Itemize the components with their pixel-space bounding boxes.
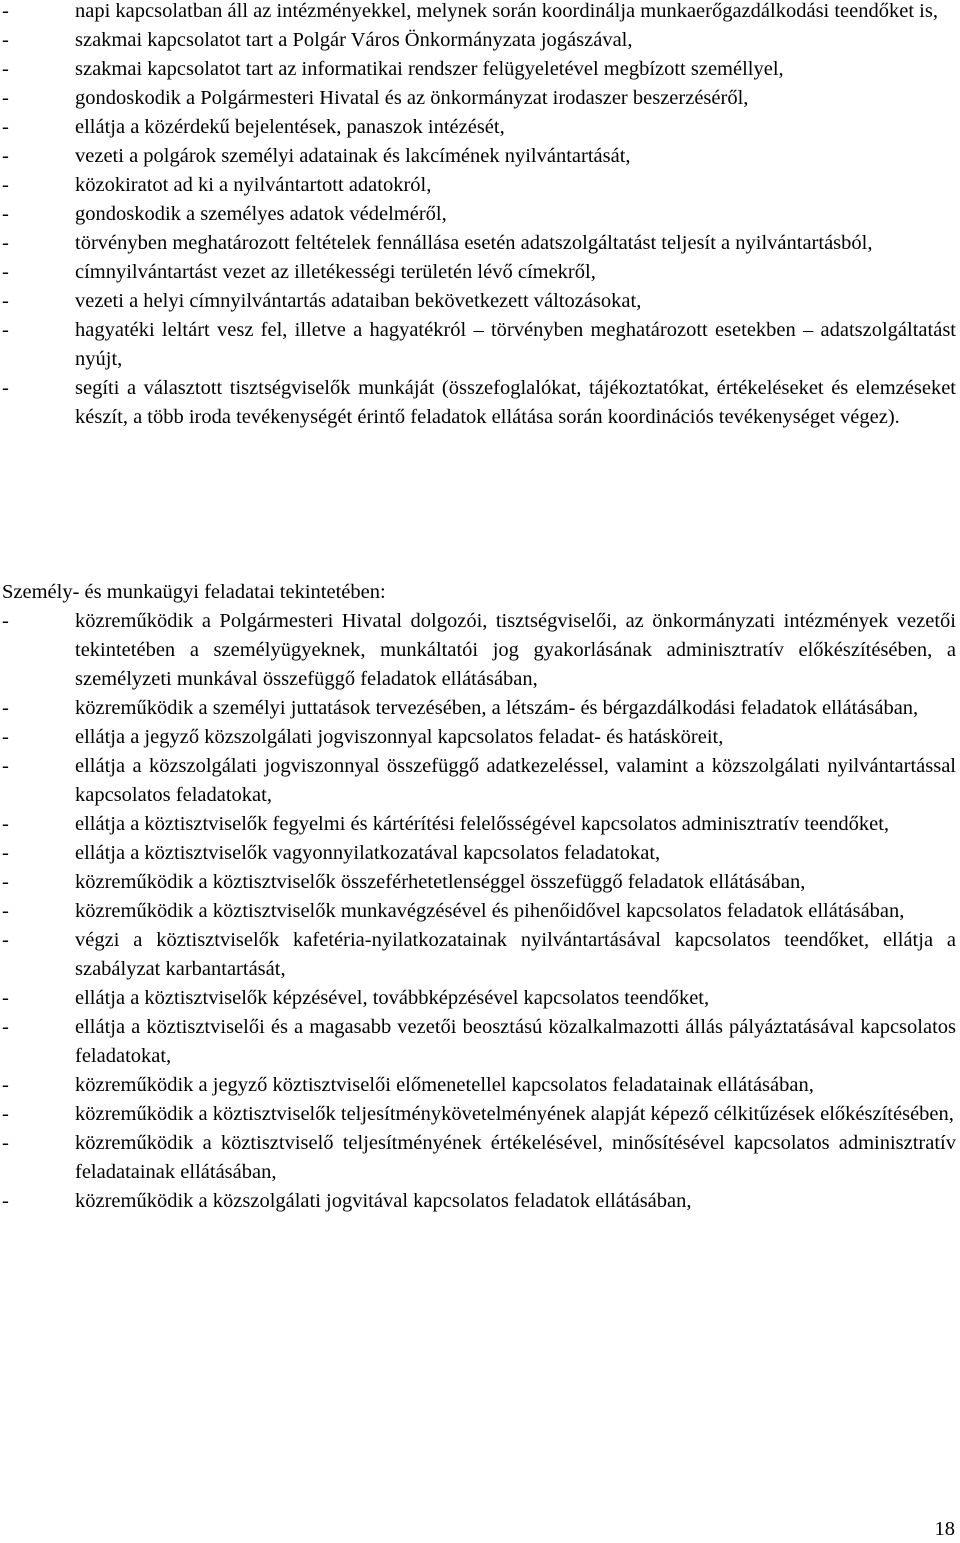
list-item: [0, 316, 956, 374]
list-item: [0, 1071, 956, 1100]
list-item: [0, 0, 956, 26]
list-item: [0, 926, 956, 984]
list-item-text: szakmai kapcsolatot tart a Polgár Város Önkormányzata jogászával,: [75, 29, 633, 51]
list-item: [0, 607, 956, 694]
list-dash: -: [2, 377, 9, 399]
list-item: [0, 26, 956, 55]
list-item: [0, 984, 956, 1013]
list-dash: -: [2, 145, 9, 167]
list-dash: -: [2, 697, 9, 719]
list-dash: -: [2, 842, 9, 864]
list-item-text: közreműködik a köztisztviselők teljesítménykövetelményének alapját képező célkitűzések előkészítésében,: [75, 1103, 954, 1125]
list-dash: -: [2, 1190, 9, 1212]
list-item: [0, 1187, 956, 1216]
list-item-text: közokiratot ad ki a nyilvántartott adatokról,: [75, 174, 432, 196]
list-dash: -: [2, 813, 9, 835]
list-item-text: címnyilvántartást vezet az illetékességi területén lévő címekről,: [75, 261, 596, 283]
list-dash: -: [2, 1103, 9, 1125]
list-item: [0, 1100, 956, 1129]
list-dash: -: [2, 319, 9, 341]
list-dash: -: [2, 987, 9, 1009]
list-item-text: gondoskodik a Polgármesteri Hivatal és az önkormányzat irodaszer beszerzéséről,: [75, 87, 749, 109]
list-item-text: segíti a választott tisztségviselők munkáját (összefoglalókat, tájékoztatókat, értékeléseket és elemzéseket készít, a több iroda tevékenységét érintő feladatok ellátása során koordinációs tevékenységet végez).: [75, 377, 956, 428]
list-dash: -: [2, 726, 9, 748]
list-dash: -: [2, 755, 9, 777]
list-item-text: ellátja a köztisztviselők vagyonnyilatkozatával kapcsolatos feladatokat,: [75, 842, 661, 864]
list-item-text: közreműködik a köztisztviselők munkavégzésével és pihenőidővel kapcsolatos feladatok ellátásában,: [75, 900, 905, 922]
list-dash: -: [2, 290, 9, 312]
list-dash: -: [2, 900, 9, 922]
list-item: [0, 200, 956, 229]
list-item-text: végzi a köztisztviselők kafetéria-nyilatkozatainak nyilvántartásával kapcsolatos teendőket, ellátja a szabályzat karbantartását,: [75, 929, 956, 980]
list-item: [0, 84, 956, 113]
list-item: [0, 810, 956, 839]
list-dash: -: [2, 1016, 9, 1038]
list-dash: -: [2, 232, 9, 254]
list-item: [0, 142, 956, 171]
section-heading: Személy- és munkaügyi feladatai tekintetében:: [2, 581, 386, 603]
list-item-text: ellátja a köztisztviselők képzésével, továbbképzésével kapcsolatos teendőket,: [75, 987, 710, 1009]
list-item-text: közreműködik a köztisztviselő teljesítményének értékelésével, minősítésével kapcsolatos adminisztratív feladatainak ellátásában,: [75, 1132, 956, 1183]
list-item-text: szakmai kapcsolatot tart az informatikai rendszer felügyeletével megbízott személlyel,: [75, 58, 784, 80]
list-dash: -: [2, 116, 9, 138]
list-item-text: törvényben meghatározott feltételek fennállása esetén adatszolgáltatást teljesít a nyilvántartásból,: [75, 232, 873, 254]
list-item: [0, 55, 956, 84]
list-item: [0, 868, 956, 897]
list-dash: -: [2, 1074, 9, 1096]
list-item: [0, 897, 956, 926]
list-dash: -: [2, 1132, 9, 1154]
list-item-text: ellátja a közérdekű bejelentések, panaszok intézését,: [75, 116, 505, 138]
list-item-text: közreműködik a Polgármesteri Hivatal dolgozói, tisztségviselői, az önkormányzati intézmények vezetői tekintetében a személyügyeknek, munkáltatói jog gyakorlásának adminisztratív előkészítésében, a személyzeti munkával összefüggő feladatok ellátásában,: [75, 610, 956, 690]
list-item-text: vezeti a polgárok személyi adatainak és lakcímének nyilvántartását,: [75, 145, 631, 167]
list-item-text: közreműködik a jegyző köztisztviselői előmenetellel kapcsolatos feladatainak ellátásában,: [75, 1074, 814, 1096]
list-dash: -: [2, 871, 9, 893]
list-item-text: ellátja a közszolgálati jogviszonnyal összefüggő adatkezeléssel, valamint a közszolgálati nyilvántartással kapcsolatos feladatokat,: [75, 755, 956, 806]
list-item-text: napi kapcsolatban áll az intézményekkel, melynek során koordinálja munkaerőgazdálkodási teendőket is,: [75, 0, 938, 22]
list-item: [0, 171, 956, 200]
list-item: [0, 723, 956, 752]
list-item-text: közreműködik a közszolgálati jogvitával kapcsolatos feladatok ellátásában,: [75, 1190, 692, 1212]
list-item-text: ellátja a köztisztviselők fegyelmi és kártérítési felelősségével kapcsolatos adminisztratív teendőket,: [75, 813, 890, 835]
list-item-text: ellátja a jegyző közszolgálati jogviszonnyal kapcsolatos feladat- és hatásköreit,: [75, 726, 724, 748]
list-item: [0, 1013, 956, 1071]
list-item: [0, 694, 956, 723]
list-item: [0, 229, 956, 258]
list-item-text: ellátja a köztisztviselői és a magasabb vezetői beosztású közalkalmazotti állás pályáztatásával kapcsolatos feladatokat,: [75, 1016, 956, 1067]
list-dash: -: [2, 261, 9, 283]
list-dash: -: [2, 0, 9, 22]
list-dash: -: [2, 87, 9, 109]
duties-list-personnel: [0, 607, 956, 1216]
list-item-text: közreműködik a személyi juttatások tervezésében, a létszám- és bérgazdálkodási feladatok ellátásában,: [75, 697, 919, 719]
list-item: [0, 258, 956, 287]
list-item: [0, 839, 956, 868]
list-dash: -: [2, 174, 9, 196]
duties-list-general: [0, 0, 956, 432]
page-number: 18: [934, 1518, 955, 1540]
list-item-text: vezeti a helyi címnyilvántartás adataiban bekövetkezett változásokat,: [75, 290, 642, 312]
list-item: [0, 752, 956, 810]
list-dash: -: [2, 58, 9, 80]
list-item: [0, 287, 956, 316]
list-item-text: hagyatéki leltárt vesz fel, illetve a hagyatékról – törvényben meghatározott esetekben – adatszolgáltatást nyújt,: [75, 319, 956, 370]
list-item: [0, 113, 956, 142]
list-dash: -: [2, 29, 9, 51]
list-item: [0, 374, 956, 432]
list-item: [0, 1129, 956, 1187]
list-item-text: közreműködik a köztisztviselők összeférhetetlenséggel összefüggő feladatok ellátásában,: [75, 871, 806, 893]
list-dash: -: [2, 203, 9, 225]
list-dash: -: [2, 929, 9, 951]
list-item-text: gondoskodik a személyes adatok védelméről,: [75, 203, 447, 225]
list-dash: -: [2, 610, 9, 632]
